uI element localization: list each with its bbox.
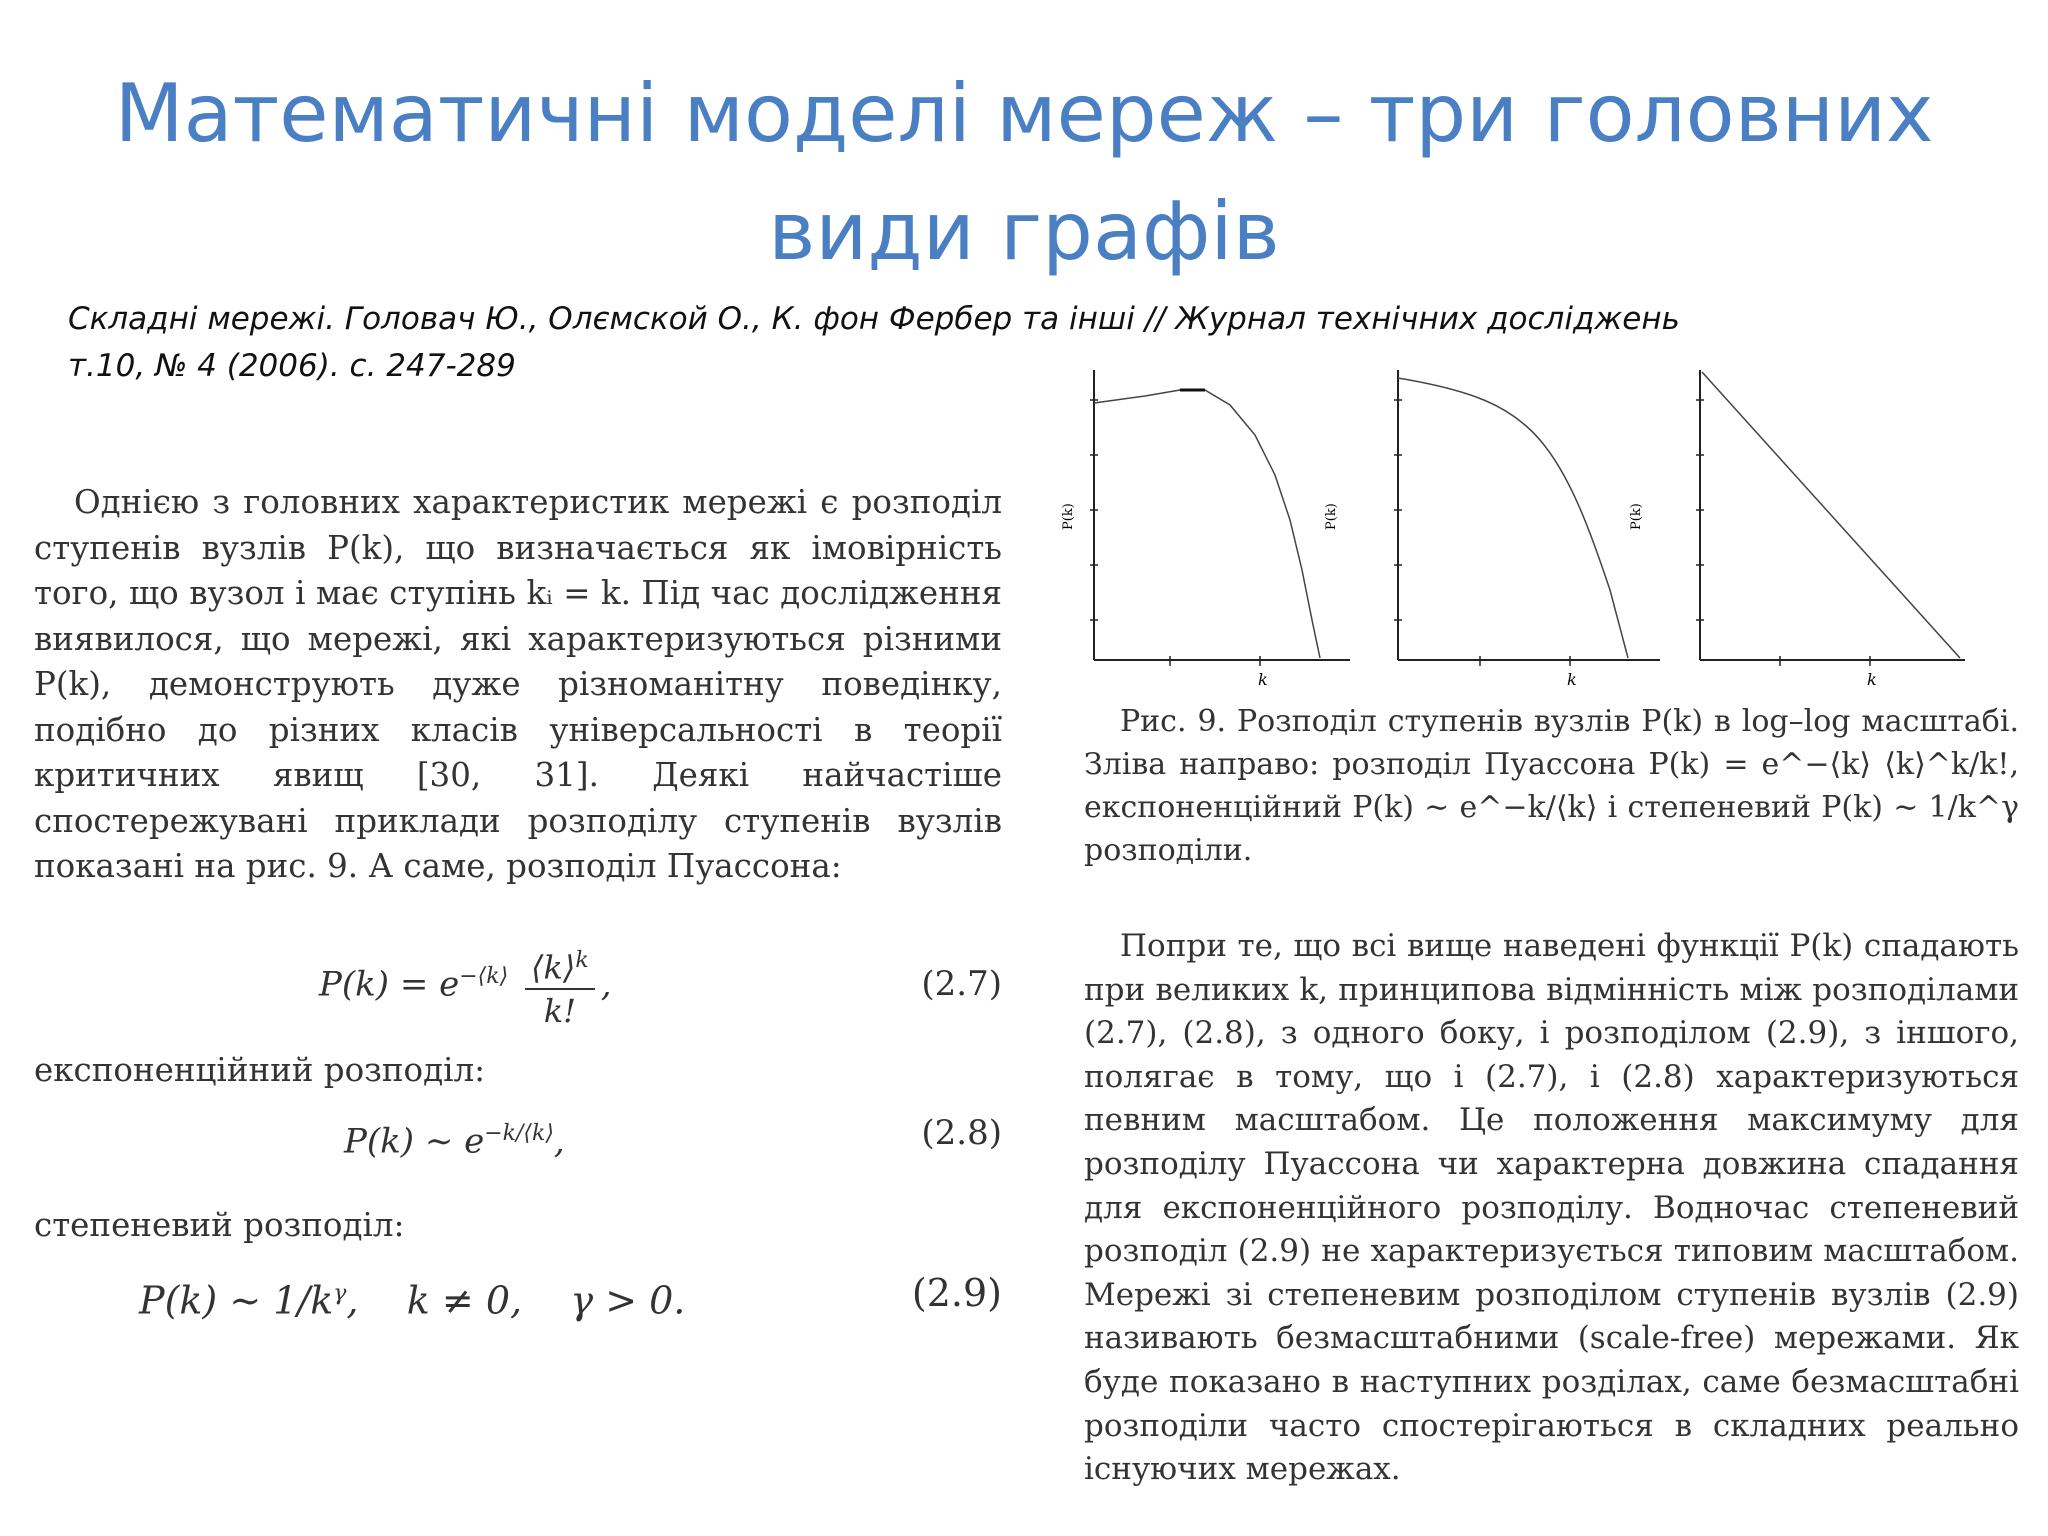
- figure-plots: [1061, 360, 2020, 690]
- eq27-label: (2.7): [921, 963, 1002, 1004]
- eq29-label: (2.9): [911, 1270, 1002, 1315]
- plot1-xlabel: k: [1258, 670, 1268, 689]
- eq27-exp: −⟨k⟩: [459, 963, 509, 989]
- right-paragraph: Попри те, що всі вище наведені функції P(k) спадають при великих k, принципова відмінність між розподілами (2.7), (2.8), з одного боку, і розподілом (2.9), з іншого, полягає в тому, що і (2.7), і (2.8) характеризуються певним масштабом. Це положення максимуму для розподілу Пуассона чи характерна довжина спадання для експоненційного розподілу. Водночас степеневий розподіл (2.9) не характеризується типовим масштабом. Мережі зі степеневим розподілом ступенів вузлів (2.9) називають безмасштабними (scale-free) мережами. Як буде показано в наступних розділах, саме безмасштабні розподіли часто спостерігаються в складних реально існуючих мережах.: [1084, 928, 2019, 1488]
- citation-line-1: Складні мережі. Головач Ю., Олємской О., К. фон Фербер та інші // Журнал технічних досліджень: [68, 301, 1680, 337]
- plot-poisson: [1061, 370, 1350, 689]
- plot2-xlabel: k: [1567, 670, 1577, 689]
- eq27-num-exp: k: [575, 947, 589, 973]
- eq27-den: k!: [543, 992, 576, 1031]
- equation-2-7: [34, 932, 1002, 1042]
- left-text-column: [34, 480, 1002, 1361]
- slide-title: [0, 55, 2048, 291]
- eq29-exp: γ: [333, 1280, 347, 1306]
- plot1-ylabel: P(k): [1061, 503, 1076, 530]
- citation-line-2: т.10, № 4 (2006). с. 247-289: [68, 348, 516, 384]
- title-line-2: види графів: [768, 185, 1280, 278]
- left-paragraph: Однією з головних характеристик мережі є розподіл ступенів вузлів P(k), що визначається як імовірність того, що вузол i має ступінь kᵢ = k. Під час дослідження виявилося, що мережі, які характеризуються різними P(k), демонструють дуже різноманітну поведінку, подібно до різних класів універсальності в теорії критичних явищ [30, 31]. Деякі найчастіше спостережувані приклади розподілу ступенів вузлів показані на рис. 9. А саме, розподіл Пуассона:: [34, 483, 1002, 885]
- eq29-tail: , k ≠ 0, γ > 0.: [346, 1278, 686, 1323]
- plot1-ylabel-right: P(k): [1324, 503, 1339, 530]
- title-line-1: Математичні моделі мереж – три головних: [114, 67, 1934, 160]
- eq28-exp: −k/⟨k⟩: [484, 1121, 554, 1146]
- eq27-lhs: P(k) = e: [319, 963, 460, 1004]
- plot-exponential: [1394, 370, 1660, 689]
- equation-2-9: [34, 1271, 1002, 1361]
- eq27-num: ⟨k⟩: [530, 948, 576, 987]
- eq28-lhs: P(k) ∼ e: [344, 1121, 485, 1162]
- eq27-tail: ,: [600, 963, 612, 1004]
- plot-power-law: [1696, 370, 1965, 689]
- eq29-lhs: P(k) ∼ 1/k: [139, 1278, 334, 1323]
- figure-caption: [1084, 700, 2019, 872]
- power-distribution-label: степеневий розподіл:: [34, 1206, 405, 1244]
- right-text-column: [1084, 925, 2019, 1492]
- equation-2-8: [34, 1111, 1002, 1201]
- eq28-tail: ,: [553, 1121, 565, 1162]
- caption-text: Рис. 9. Розподіл ступенів вузлів P(k) в log–log масштабі. Зліва направо: розподіл Пуассона P(k) = e^−⟨k⟩ ⟨k⟩^k/k!, експоненційний P(k) ∼ e^−k/⟨k⟩ і степеневий P(k) ∼ 1/k^γ розподіли.: [1084, 704, 2019, 868]
- exp-distribution-label: експоненційний розподіл:: [34, 1050, 486, 1089]
- plot3-xlabel: k: [1867, 670, 1877, 689]
- eq27-fraction: [525, 940, 595, 1033]
- plot2-ylabel: P(k): [1629, 503, 1644, 530]
- eq28-label: (2.8): [921, 1113, 1002, 1153]
